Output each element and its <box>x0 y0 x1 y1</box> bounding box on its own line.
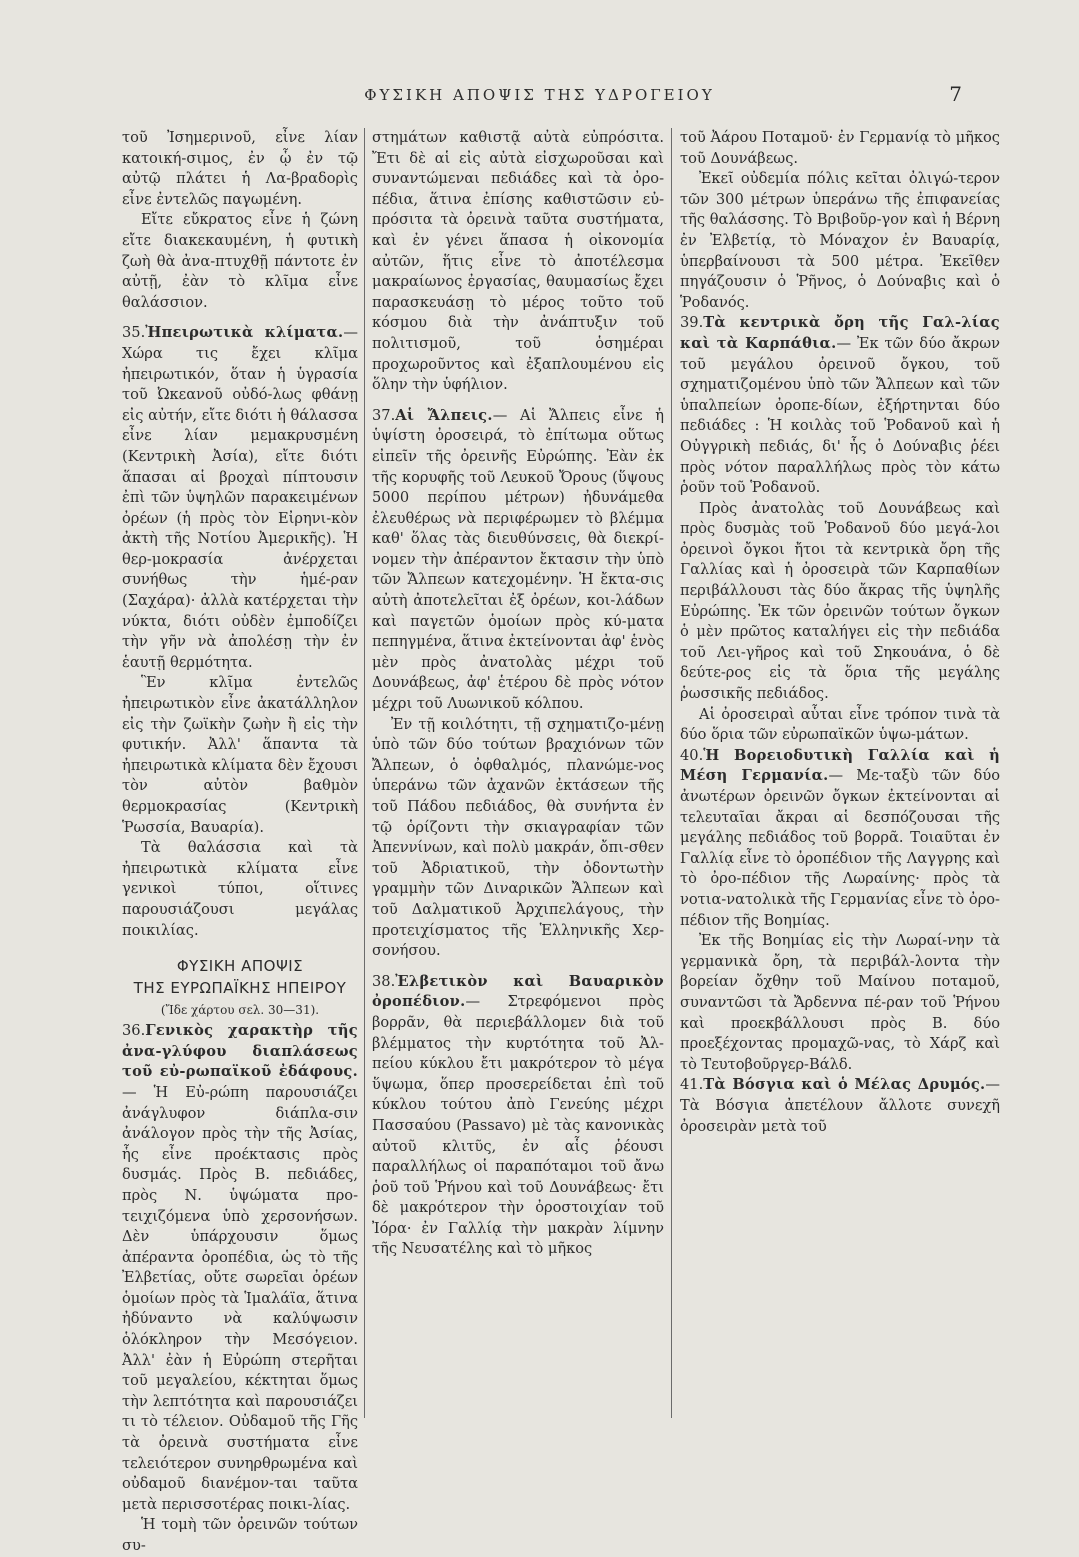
section-text: — Αἱ Ἄλπεις εἶνε ἡ ὑψίστη ὀροσειρά, τὸ ἐπίτωμα οὕτως εἰπεῖν τῆς ὀρεινῆς Εὐρώπης. Ἐὰν ἐκ τῆς κορυφῆς τοῦ Λευκοῦ Ὄρους (ὕψους 5000 περίπου μέτρων) ἠδυνάμεθα ἐλευθέρως νὰ περιφέρωμεν τὸ βλέμμα καθ' ὅλας τὰς διευθύνσεις, θὰ διεκρί-νομεν τὴν ἀπέραντον ἔκτασιν τὴν ὑπὸ τῶν Ἄλπεων κατεχομένην. Ἡ ἔκτα-σις αὐτὴ ἀποτελεῖται ἐξ ὀρέων, κοι-λάδων καὶ παγετῶν ὁμοίων πρὸς κύ-ματα πεπηγμένα, ἅτινα ἐκτείνονται ἀφ' ἑνὸς μὲν πρὸς ἀνατολὰς μέχρι τοῦ Δουνάβεως, ἀφ' ἑτέρου δὲ πρὸς νότον μέχρι τοῦ Λυωνικοῦ κόλπου. <box>372 406 664 713</box>
section-text: — Ἡ Εὐ-ρώπη παρουσιάζει ἀνάγλυφον διάπλα-σιν ἀνάλογον πρὸς τὴν τῆς Ἀσίας, ἧς εἶνε προέκτασις πρὸς δυσμάς. Πρὸς Β. πεδιάδες, πρὸς Ν. ὑψώματα προ-τειχιζόμενα ὑπὸ χερσονήσων. Δὲν ὑπάρχουσιν ὅμως ἀπέραντα ὀροπέδια, ὡς τὸ τῆς Ἐλβετίας, οὔτε σωρεῖαι ὀρέων ὁμοίων πρὸς τὰ Ἱμαλάϊα, ἅτινα ἠδύναντο νὰ καλύψωσιν ὁλόκληρον τὴν Μεσόγειον. Ἀλλ' ἐὰν ἡ Εὐρώπη στερῆται τοῦ μεγαλείου, κέκτηται ὅμως τὴν λεπτότητα καὶ παρουσιάζει τι τὸ τέλειον. Οὐδαμοῦ τῆς Γῆς τὰ ὀρεινὰ συστήματα εἶνε τελειότερον συνηρθρωμένα καὶ οὐδαμοῦ διανέμον-ται ταῦτα μετὰ περισσοτέρας ποικι-λίας. <box>122 1083 358 1513</box>
section-37 <box>372 406 664 715</box>
section-text: — Στρεφόμενοι πρὸς βορρᾶν, θὰ περιεβάλλομεν διὰ τοῦ βλέμματος τὴν κυρτότητα τοῦ Ἀλ-πείου κύκλου ἔτι μακρότερον τὸ μέγα ὕψωμα, ὅπερ προσερείδεται ἐπὶ τοῦ κύκλου τούτου ἀπὸ Γενεύης μέχρι Πασσαύου (Passavo) μὲ τὰς κανονικὰς αὐτοῦ κλιτῦς, ἐν αἷς ῥέουσι παραλλήλως οἱ παραπόταμοι τοῦ ἄνω ῥοῦ τοῦ Ῥήνου καὶ τοῦ Δουνάβεως· ἔτι δὲ μακρότερον τὴν ὀροστοιχίαν τοῦ Ἰόρα· ἐν Γαλλίᾳ τὴν μακρὰν λίμνην τῆς Νευσατέλης καὶ τὸ μῆκος <box>372 993 664 1258</box>
chapter-heading <box>122 955 358 999</box>
section-text: — Τὰ Βόσγια ἀπετέλουν ἄλλοτε συνεχῆ ὀροσειρὰν μετὰ τοῦ <box>680 1076 1000 1135</box>
section-title: Τὰ κεντρικὰ ὄρη τῆς Γαλ-λίας καὶ τὰ Καρπάθια. <box>680 314 1000 352</box>
section-title: Τὰ Βόσγια καὶ ὁ Μέλας Δρυμός. <box>703 1076 986 1094</box>
column-left <box>122 128 358 1554</box>
page-number: 7 <box>949 82 962 106</box>
paragraph: τοῦ Ἀάρου Ποταμοῦ· ἐν Γερμανίᾳ τὸ μῆκος τοῦ Δουνάβεως. <box>680 129 1000 167</box>
section-number: 39. <box>680 314 704 332</box>
column-divider <box>364 128 365 1418</box>
section-41 <box>680 1075 1000 1137</box>
section-39 <box>680 313 1000 498</box>
chapter-heading-line: ΤΗΣ ΕΥΡΩΠΑΪΚΗΣ ΗΠΕΙΡΟΥ <box>133 979 347 998</box>
section-number: 40. <box>680 746 704 764</box>
paragraph: Ἐκ τῆς Βοημίας εἰς τὴν Λωραί-νην τὰ γερμανικὰ ὄρη, τὰ περιβάλ-λοντα τὴν βορείαν ὄχθην τοῦ Μαίνου ποταμοῦ, συναντῶσι τὰ Ἄρδεννα πέ-ραν τοῦ Ῥήνου καὶ προεκβάλλουσι πρὸς Β. δύο προεξέχοντας προμαχῶ-νας, τὸ Χάρζ καὶ τὸ Τευτοβοῦργερ-Βάλδ. <box>680 932 1000 1073</box>
section-title: Ἐλβετικὸν καὶ Βαυαρικὸν ὀροπέδιον. <box>372 972 664 1011</box>
section-number: 37. <box>372 406 396 424</box>
paragraph: Εἴτε εὔκρατος εἶνε ἡ ζώνη εἴτε διακεκαυμένη, ἡ φυτικὴ ζωὴ θὰ ἀνα-πτυχθῇ πάντοτε ἐν αὐτῇ, ἐὰν τὸ κλῖμα εἶνε θαλάσσιον. <box>122 211 358 311</box>
paragraph: Ἡ τομὴ τῶν ὀρεινῶν τούτων συ- <box>122 1516 358 1554</box>
paragraph: Ἓν κλῖμα ἐντελῶς ἠπειρωτικὸν εἶνε ἀκατάλληλον εἰς τὴν ζωϊκὴν ζωὴν ἢ εἰς τὴν φυτικήν. Ἀλλ' ἅπαντα τὰ ἠπειρωτικὰ κλίματα δὲν ἔχουσι τὸν αὐτὸν βαθμὸν θερμοκρασίας (Κεντρικὴ Ῥωσσία, Βαυαρία). <box>122 674 358 836</box>
section-number: 35. <box>122 324 146 342</box>
page-header <box>0 82 1079 112</box>
section-number: 36. <box>122 1022 146 1040</box>
paragraph: τοῦ Ἰσημερινοῦ, εἶνε λίαν κατοική-σιμος, ἐν ᾧ ἐν τῷ αὐτῷ πλάτει ἡ Λα-βραδορὶς εἶνε ἐντελῶς παγωμένη. <box>122 129 358 208</box>
section-36 <box>122 1021 358 1515</box>
column-right <box>680 128 1000 1418</box>
section-text: — Ἐκ τῶν δύο ἄκρων τοῦ μεγάλου ὀρεινοῦ ὄγκου, τοῦ σχηματιζομένου ὑπὸ τῶν Ἄλπεων καὶ τῶν ὑπαλπείων ὀροπε-δίων, ἐξήρτηνται δύο πεδιάδες : Ἡ κοιλὰς τοῦ Ῥοδανοῦ καὶ ἡ Οὐγγρικὴ πεδιάς, δι' ἧς ὁ Δούναβις ῥέει πρὸς νότον παραλλήλως πρὸς τὸν κάτω ῥοῦν τοῦ Ῥοδανοῦ. <box>680 334 1000 497</box>
section-text: — Με-ταξὺ τῶν δύο ἀνωτέρων ὀρεινῶν ὄγκων ἐκτείνονται αἱ τελευταῖαι ἄκραι αἱ δεσπόζουσαι τῆς μεγάλης πεδιάδος τοῦ βορρᾶ. Τοιαῦται ἐν Γαλλίᾳ εἶνε τὸ ὀροπέδιον τῆς Λαγγρης καὶ τὸ ὀρο-πέδιον τῆς Λωραίνης· πρὸς τὰ νοτια-νατολικὰ τῆς Γερμανίας εἶνε τὸ ὀρο-πέδιον τῆς Βοημίας. <box>680 767 1000 929</box>
section-40 <box>680 746 1000 931</box>
section-title: Γενικὸς χαρακτὴρ τῆς ἀνα-γλύφου διαπλάσεως τοῦ εὐ-ρωπαϊκοῦ ἐδάφους. <box>122 1022 358 1081</box>
map-reference-note: (Ἴδε χάρτου σελ. 30—31). <box>160 1003 320 1018</box>
paragraph: Τὰ θαλάσσια καὶ τὰ ἠπειρωτικὰ κλίματα εἶνε γενικοὶ τύποι, οἵτινες παρουσιάζουσι μεγάλας ποικιλίας. <box>122 839 358 939</box>
section-title: Ἡ Βορειοδυτικὴ Γαλλία καὶ ἡ Μέση Γερμανία. <box>680 746 1000 785</box>
column-middle <box>372 128 664 1428</box>
section-38 <box>372 972 664 1260</box>
section-title: Αἱ Ἄλπεις. <box>395 406 493 424</box>
section-number: 41. <box>680 1076 704 1094</box>
paragraph: Ἐν τῇ κοιλότητι, τῇ σχηματιζο-μένῃ ὑπὸ τῶν δύο τούτων βραχιόνων τῶν Ἄλπεων, ὁ ὀφθαλμός, πλανώμε-νος ὑπεράνω τῶν ἀχανῶν ἐκτάσεων τῆς τοῦ Πάδου πεδιάδος, θὰ συνήντα ἐν τῷ ὁρίζοντι τὴν σκιαγραφίαν τῶν Ἀπεννίνων, καὶ πολὺ μακράν, ὄπι-σθεν τοῦ Ἀδριατικοῦ, τὴν ὀδοντωτὴν γραμμὴν τῶν Διναρικῶν Ἄλπεων καὶ τοῦ Δαλματικοῦ Ἀρχιπελάγους, τὴν προτειχίσματος τῆς Ἑλληνικῆς Χερ-σονήσου. <box>372 715 664 960</box>
paragraph: Ἐκεῖ οὐδεμία πόλις κεῖται ὀλιγώ-τερον τῶν 300 μέτρων ὑπεράνω τῆς ἐπιφανείας τῆς θαλάσσης. Τὸ Βριβοῦρ-γον καὶ ἡ Βέρνη ἐν Ἐλβετίᾳ, τὸ Μόναχον ἐν Βαυαρίᾳ, ὑπερβαίνουσι τὰ 500 μέτρα. Ἐκεῖθεν πηγάζουσιν ὁ Ῥῆνος, ὁ Δούναβις καὶ ὁ Ῥοδανός. <box>680 170 1000 311</box>
running-title: ΦΥΣΙΚΗ ΑΠΟΨΙΣ ΤΗΣ ΥΔΡΟΓΕΙΟΥ <box>364 86 715 104</box>
section-35 <box>122 323 358 673</box>
paragraph: στημάτων καθιστᾷ αὐτὰ εὐπρόσιτα. Ἔτι δὲ αἱ εἰς αὐτὰ εἰσχωροῦσαι καὶ συναντώμεναι πεδιάδες καὶ τὰ ὀρο-πέδια, ἅτινα ἐπίσης καθιστῶσιν εὐ-πρόσιτα τὰ ὀρεινὰ ταῦτα συστήματα, καὶ ἐν γένει ἅπασα ἡ οἰκονομία αὐτῶν, ἥτις εἶνε τὸ ἀποτέλεσμα μακραίωνος ἐργασίας, θαυμασίως ἔχει παρασκευάσῃ τὸ μέρος τοῦτο τοῦ κόσμου διὰ τὴν ἀνάπτυξιν τοῦ πολιτισμοῦ, τοῦ ὁσημέραι προχωροῦντος καὶ ἐξαπλουμένου εἰς ὅλην τὴν ὑφήλιον. <box>372 129 664 394</box>
paragraph: Πρὸς ἀνατολὰς τοῦ Δουνάβεως καὶ πρὸς δυσμὰς τοῦ Ῥοδανοῦ δύο μεγά-λοι ὀρεινοὶ ὄγκοι ἤτοι τὰ κεντρικὰ ὄρη τῆς Γαλλίας καὶ ἡ ὀροσειρὰ τῶν Καρπαθίων περιβάλλουσι τὰς δύο ἄκρας τῆς ὑψηλῆς Εὐρώπης. Ἐκ τῶν ὀρεινῶν τούτων ὄγκων ὁ μὲν πρῶτος καταλήγει εἰς τὴν πεδιάδα τοῦ Λει-γῆρος καὶ τοῦ Σηκουάνα, ὁ δὲ δεύτε-ρος εἰς τὰ ὅρια τῆς μεγάλης ῥωσσικῆς πεδιάδος. <box>680 499 1000 703</box>
paragraph: Αἱ ὀροσειραὶ αὗται εἶνε τρόπον τινὰ τὰ δύο ὅρια τῶν εὐρωπαϊκῶν ὑψω-μάτων. <box>680 705 1000 744</box>
chapter-heading-line: ΦΥΣΙΚΗ ΑΠΟΨΙΣ <box>176 957 304 976</box>
section-number: 38. <box>372 972 396 990</box>
section-text: — Χώρα τις ἔχει κλῖμα ἠπειρωτικόν, ὅταν ἡ ὑγρασία τοῦ Ὠκεανοῦ οὐδό-λως φθάνῃ εἰς αὐτήν, εἴτε διότι ἡ θάλασσα εἶνε λίαν μεμακρυσμένη (Κεντρικὴ Ἀσία), εἴτε διότι ἅπασαι αἱ βροχαὶ πίπτουσιν ἐπὶ τῶν ὑψηλῶν παρακειμένων ὀρέων (ἡ πρὸς τὸν Εἰρηνι-κὸν ἀκτὴ τῆς Νοτίου Ἀμερικῆς). Ἡ θερ-μοκρασία ἀνέρχεται συνήθως τὴν ἡμέ-ραν (Σαχάρα)· ἀλλὰ κατέρχεται τὴν νύκτα, διότι οὐδὲν ἐμποδίζει τὴν γῆν νὰ ἀπολέσῃ τὴν ἐν ἑαυτῇ θερμότητα. <box>122 324 358 671</box>
section-title: Ἠπειρωτικὰ κλίματα. <box>145 324 344 342</box>
column-divider <box>671 128 672 1418</box>
